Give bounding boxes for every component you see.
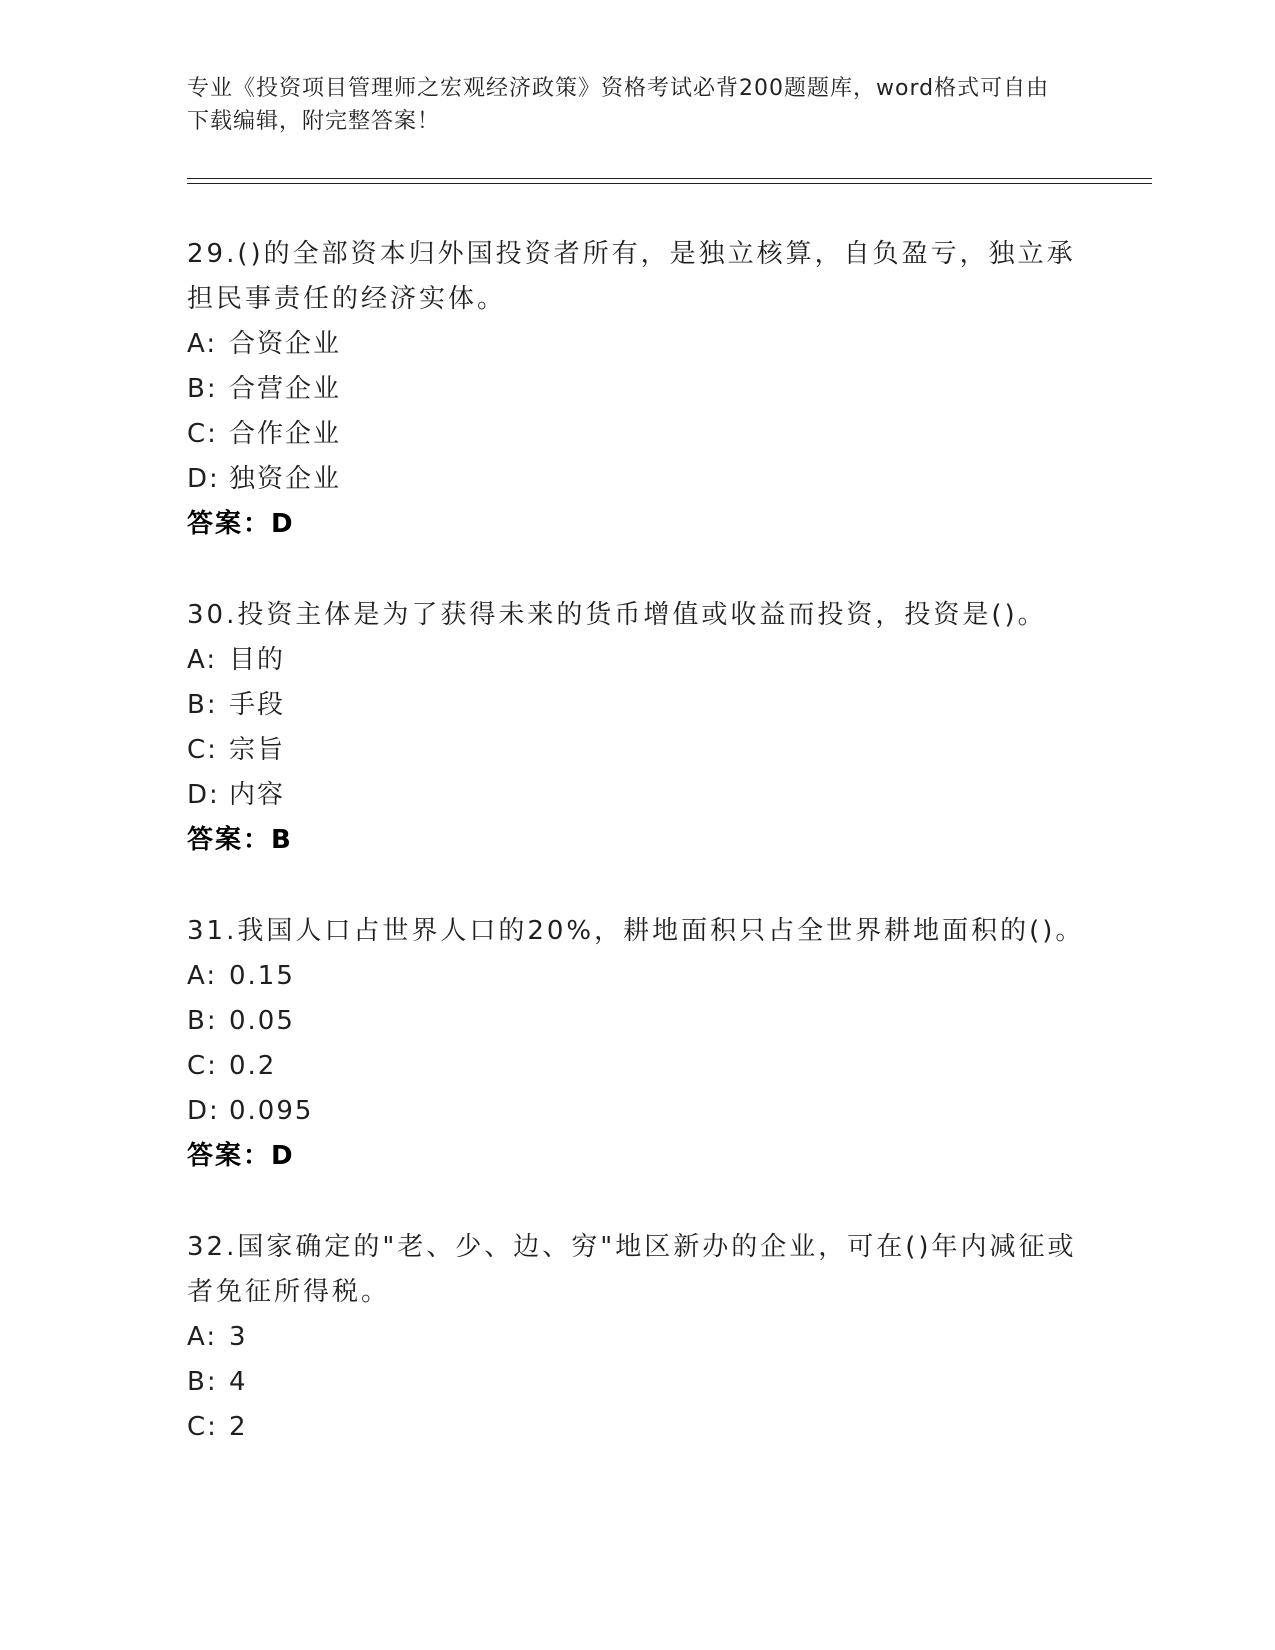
option-letter: A: [187, 645, 218, 675]
option-text: 4 [229, 1367, 248, 1397]
document-header: 专业《投资项目管理师之宏观经济政策》资格考试必背200题题库，word格式可自由下载编辑，附完整答案！ [187, 76, 1050, 134]
option-c [187, 728, 1087, 773]
header-rule-top [187, 178, 1152, 179]
option-a [187, 322, 1087, 367]
option-letter: C: [187, 1051, 218, 1081]
option-letter: D: [187, 780, 220, 810]
option-letter: D: [187, 464, 220, 494]
question-30 [187, 593, 1087, 863]
option-letter: A: [187, 961, 218, 991]
option-text: 0.2 [229, 1051, 277, 1081]
option-a [187, 954, 1087, 999]
option-letter: B: [187, 1367, 218, 1397]
option-letter: A: [187, 1322, 218, 1352]
option-letter: B: [187, 1006, 218, 1036]
option-letter: A: [187, 329, 218, 359]
question-31 [187, 909, 1087, 1179]
question-stem: 32.国家确定的"老、少、边、穷"地区新办的企业，可在()年内减征或者免征所得税。 [187, 1232, 1077, 1307]
option-text: 独资企业 [229, 464, 342, 494]
question-stem: 31.我国人口占世界人口的20%，耕地面积只占全世界耕地面积的()。 [187, 916, 1085, 946]
option-text: 0.15 [229, 961, 295, 991]
option-c [187, 1405, 1087, 1450]
answer-line: 答案：D [187, 509, 295, 539]
question-32 [187, 1225, 1087, 1450]
question-list [187, 232, 1087, 1496]
option-a [187, 638, 1087, 683]
option-text: 2 [229, 1412, 248, 1442]
question-29 [187, 232, 1087, 547]
option-text: 合作企业 [229, 419, 342, 449]
option-letter: C: [187, 735, 218, 765]
option-letter: C: [187, 1412, 218, 1442]
option-text: 目的 [229, 645, 286, 675]
question-stem: 30.投资主体是为了获得未来的货币增值或收益而投资，投资是()。 [187, 600, 1047, 630]
option-b [187, 367, 1087, 412]
header-rule-bottom [187, 183, 1152, 184]
answer-line: 答案：D [187, 1141, 295, 1171]
option-b [187, 1360, 1087, 1405]
option-text: 内容 [229, 780, 286, 810]
option-d [187, 773, 1087, 818]
option-letter: B: [187, 690, 218, 720]
option-text: 0.05 [229, 1006, 295, 1036]
option-a [187, 1315, 1087, 1360]
option-text: 合资企业 [229, 329, 342, 359]
option-c [187, 1044, 1087, 1089]
option-letter: D: [187, 1096, 220, 1126]
option-b [187, 999, 1087, 1044]
option-text: 合营企业 [229, 374, 342, 404]
option-d [187, 1089, 1087, 1134]
option-text: 宗旨 [229, 735, 286, 765]
option-text: 0.095 [229, 1096, 314, 1126]
answer-line: 答案：B [187, 825, 293, 855]
option-text: 手段 [229, 690, 286, 720]
option-c [187, 412, 1087, 457]
option-letter: C: [187, 419, 218, 449]
question-stem: 29.()的全部资本归外国投资者所有，是独立核算，自负盈亏，独立承担民事责任的经济实体。 [187, 239, 1076, 314]
option-text: 3 [229, 1322, 248, 1352]
option-b [187, 683, 1087, 728]
option-d [187, 457, 1087, 502]
option-letter: B: [187, 374, 218, 404]
